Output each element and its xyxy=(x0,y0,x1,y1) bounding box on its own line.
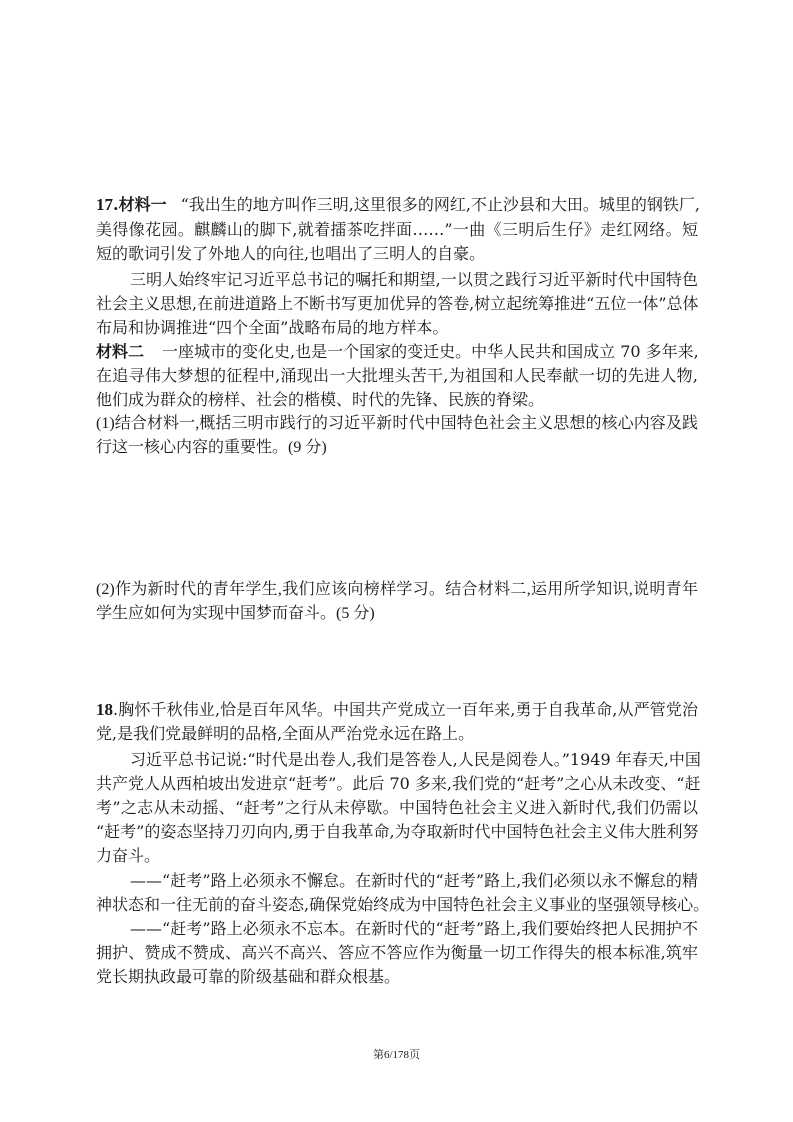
q17-material2-line-3: 他们成为群众的榜样、社会的楷模、时代的先锋、民族的脊梁。 xyxy=(96,390,545,409)
q17-line-5: 社会主义思想,在前进道路上不断书写更加优异的答卷,树立起统筹推进“五位一体”总体 xyxy=(96,294,699,313)
q17-line-6: 布局和协调推进“四个全面”战略布局的地方样本。 xyxy=(96,318,449,337)
q17-sub2-line-2: 学生应如何为实现中国梦而奋斗。(5 分) xyxy=(96,605,375,622)
page-number: 第6/178页 xyxy=(372,1049,421,1061)
question-number: 17 xyxy=(96,195,113,214)
q17-line-1: 17.材料一 “我出生的地方叫作三明,这里很多的网红,不止沙县和大田。城里的钢铁厂, xyxy=(96,195,701,214)
q17-sub2-line-1: (2)作为新时代的青年学生,我们应该向榜样学习。结合材料二,运用所学知识,说明青年 xyxy=(96,581,698,598)
q18-line-5: 考”之志从未动摇、“赶考”之行从未停歇。中国特色社会主义进入新时代,我们仍需以 xyxy=(96,798,698,817)
q18-line-1: 18.胸怀千秋伟业,恰是百年风华。中国共产党成立一百年来,勇于自我革命,从严管党治 xyxy=(96,700,698,719)
q17-sub1-line-2: 行这一核心内容的重要性。(9 分) xyxy=(96,439,327,456)
q17-material2-line-2: 在追寻伟大梦想的征程中,涌现出一大批埋头苦干,为祖国和人民奉献一切的先进人物, xyxy=(96,366,698,385)
q18-line-8: ——“赶考”路上必须永不懈怠。在新时代的“赶考”路上,我们必须以永不懈怠的精 xyxy=(130,871,698,890)
q17-line-3: 短的歌词引发了外地人的向往,也唱出了三明人的自豪。 xyxy=(96,244,486,263)
material-label: .材料一 xyxy=(113,195,167,214)
q18-line-6: “赶考”的姿态坚持刀刃向内,勇于自我革命,为夺取新时代中国特色社会主义伟大胜利努 xyxy=(96,822,699,841)
question-number: 18 xyxy=(96,700,113,719)
q18-line-10: ——“赶考”路上必须永不忘本。在新时代的“赶考”路上,我们要始终把人民拥护不 xyxy=(130,919,698,938)
q18-line-3: 习近平总书记说:“时代是出卷人,我们是答卷人,人民是阅卷人。”1949 年春天,中国 xyxy=(130,750,701,769)
q18-line-9: 神状态和一往无前的奋斗姿态,确保党始终成为中国特色社会主义事业的坚强领导核心。 xyxy=(96,895,710,914)
q18-line-4: 共产党人从西柏坡出发进京“赶考”。此后 70 多来,我们党的“赶考”之心从未改变、“赶 xyxy=(96,774,701,793)
q18-line-7: 力奋斗。 xyxy=(96,846,161,865)
q18-line-2: 党,是我们党最鲜明的品格,全面从严治党永远在路上。 xyxy=(96,724,475,743)
q17-material2-line-1: 材料二 一座城市的变化史,也是一个国家的变迁史。中华人民共和国成立 70 多年来, xyxy=(96,342,699,361)
material-label: 材料二 xyxy=(96,342,145,361)
q18-line-12: 党长期执政最可靠的阶级基础和群众根基。 xyxy=(96,967,401,986)
q17-line-2: 美得像花园。麒麟山的脚下,就着擂茶吃拌面……”一曲《三明后生仔》走红网络。短 xyxy=(96,220,698,239)
q17-line-4: 三明人始终牢记习近平总书记的嘱托和期望,一以贯之践行习近平新时代中国特色 xyxy=(130,270,698,289)
q17-sub1-line-1: (1)结合材料一,概括三明市践行的习近平新时代中国特色社会主义思想的核心内容及践 xyxy=(96,415,698,432)
q18-line-11: 拥护、赞成不赞成、高兴不高兴、答应不答应作为衡量一切工作得失的根本标准,筑牢 xyxy=(96,943,698,962)
